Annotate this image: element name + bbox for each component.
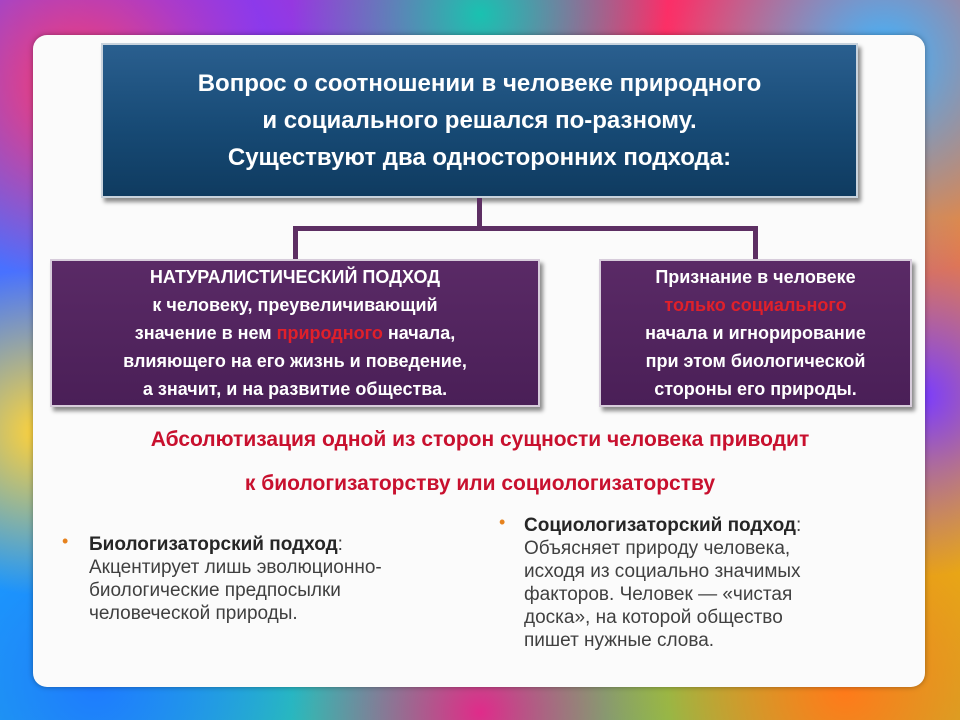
connector-right-drop xyxy=(753,226,758,260)
connector-horizontal xyxy=(293,226,758,231)
title-line-3: Существуют два односторонних подхода: xyxy=(227,144,732,171)
sociologizing-line-2: Объясняет природу человека, xyxy=(524,538,791,559)
social-line-5: стороны его природы. xyxy=(654,379,857,399)
biologizing-line-4: человеческой природы. xyxy=(89,603,298,624)
biologizing-line-2: Акцентирует лишь эволюционно- xyxy=(89,557,382,578)
connector-left-drop xyxy=(293,226,298,260)
naturalistic-line-5: а значит, и на развитие общества. xyxy=(142,379,448,399)
headline-line-2: к биологизаторству или социологизаторству xyxy=(244,472,716,495)
title-line-1: Вопрос о соотношении в человеке природного xyxy=(197,70,762,97)
bullet-dot-left-icon: • xyxy=(62,531,69,551)
headline-line-1: Абсолютизация одной из сторон сущности человека приводит xyxy=(150,428,810,451)
sociologizing-line-5: доска», на которой общество xyxy=(524,607,783,628)
social-highlight: только социального xyxy=(664,295,847,315)
title-line-2: и социального решался по-разному. xyxy=(262,107,697,134)
sociologizing-bullet: Социологизаторский подход: Объясняет природу человека, исходя из социально значимых факторов. Человек — «чистая доска», на которой общество пишет нужные слова. xyxy=(524,514,904,652)
naturalistic-line-3: значение в нем природного начала, xyxy=(134,323,456,343)
naturalistic-heading: НАТУРАЛИСТИЧЕСКИЙ ПОДХОД xyxy=(149,267,441,287)
social-approach-box xyxy=(599,259,912,407)
sociologizing-line-4: факторов. Человек — «чистая xyxy=(524,584,793,605)
biologizing-term: Биологизаторский подход xyxy=(89,534,338,555)
bullet-dot-right-icon: • xyxy=(499,512,506,532)
social-line-3: начала и игнорирование xyxy=(645,323,866,343)
social-line-1: Признание в человеке xyxy=(655,267,856,287)
slide-title xyxy=(101,43,858,198)
biologizing-bullet: Биологизаторский подход: Акцентирует лишь эволюционно- биологические предпосылки человеческой природы. xyxy=(89,533,489,625)
natural-highlight: природного xyxy=(276,323,383,343)
naturalistic-line-2: к человеку, преувеличивающий xyxy=(152,295,438,315)
sociologizing-line-3: исходя из социально значимых xyxy=(524,561,801,582)
naturalistic-line-4: влияющего на его жизнь и поведение, xyxy=(123,351,467,371)
connector-vertical-main xyxy=(477,198,482,228)
biologizing-line-3: биологические предпосылки xyxy=(89,580,341,601)
naturalistic-approach-box xyxy=(50,259,540,407)
sociologizing-term: Социологизаторский подход xyxy=(524,515,796,536)
social-line-4: при этом биологической xyxy=(645,351,866,371)
sociologizing-line-6: пишет нужные слова. xyxy=(524,630,715,651)
